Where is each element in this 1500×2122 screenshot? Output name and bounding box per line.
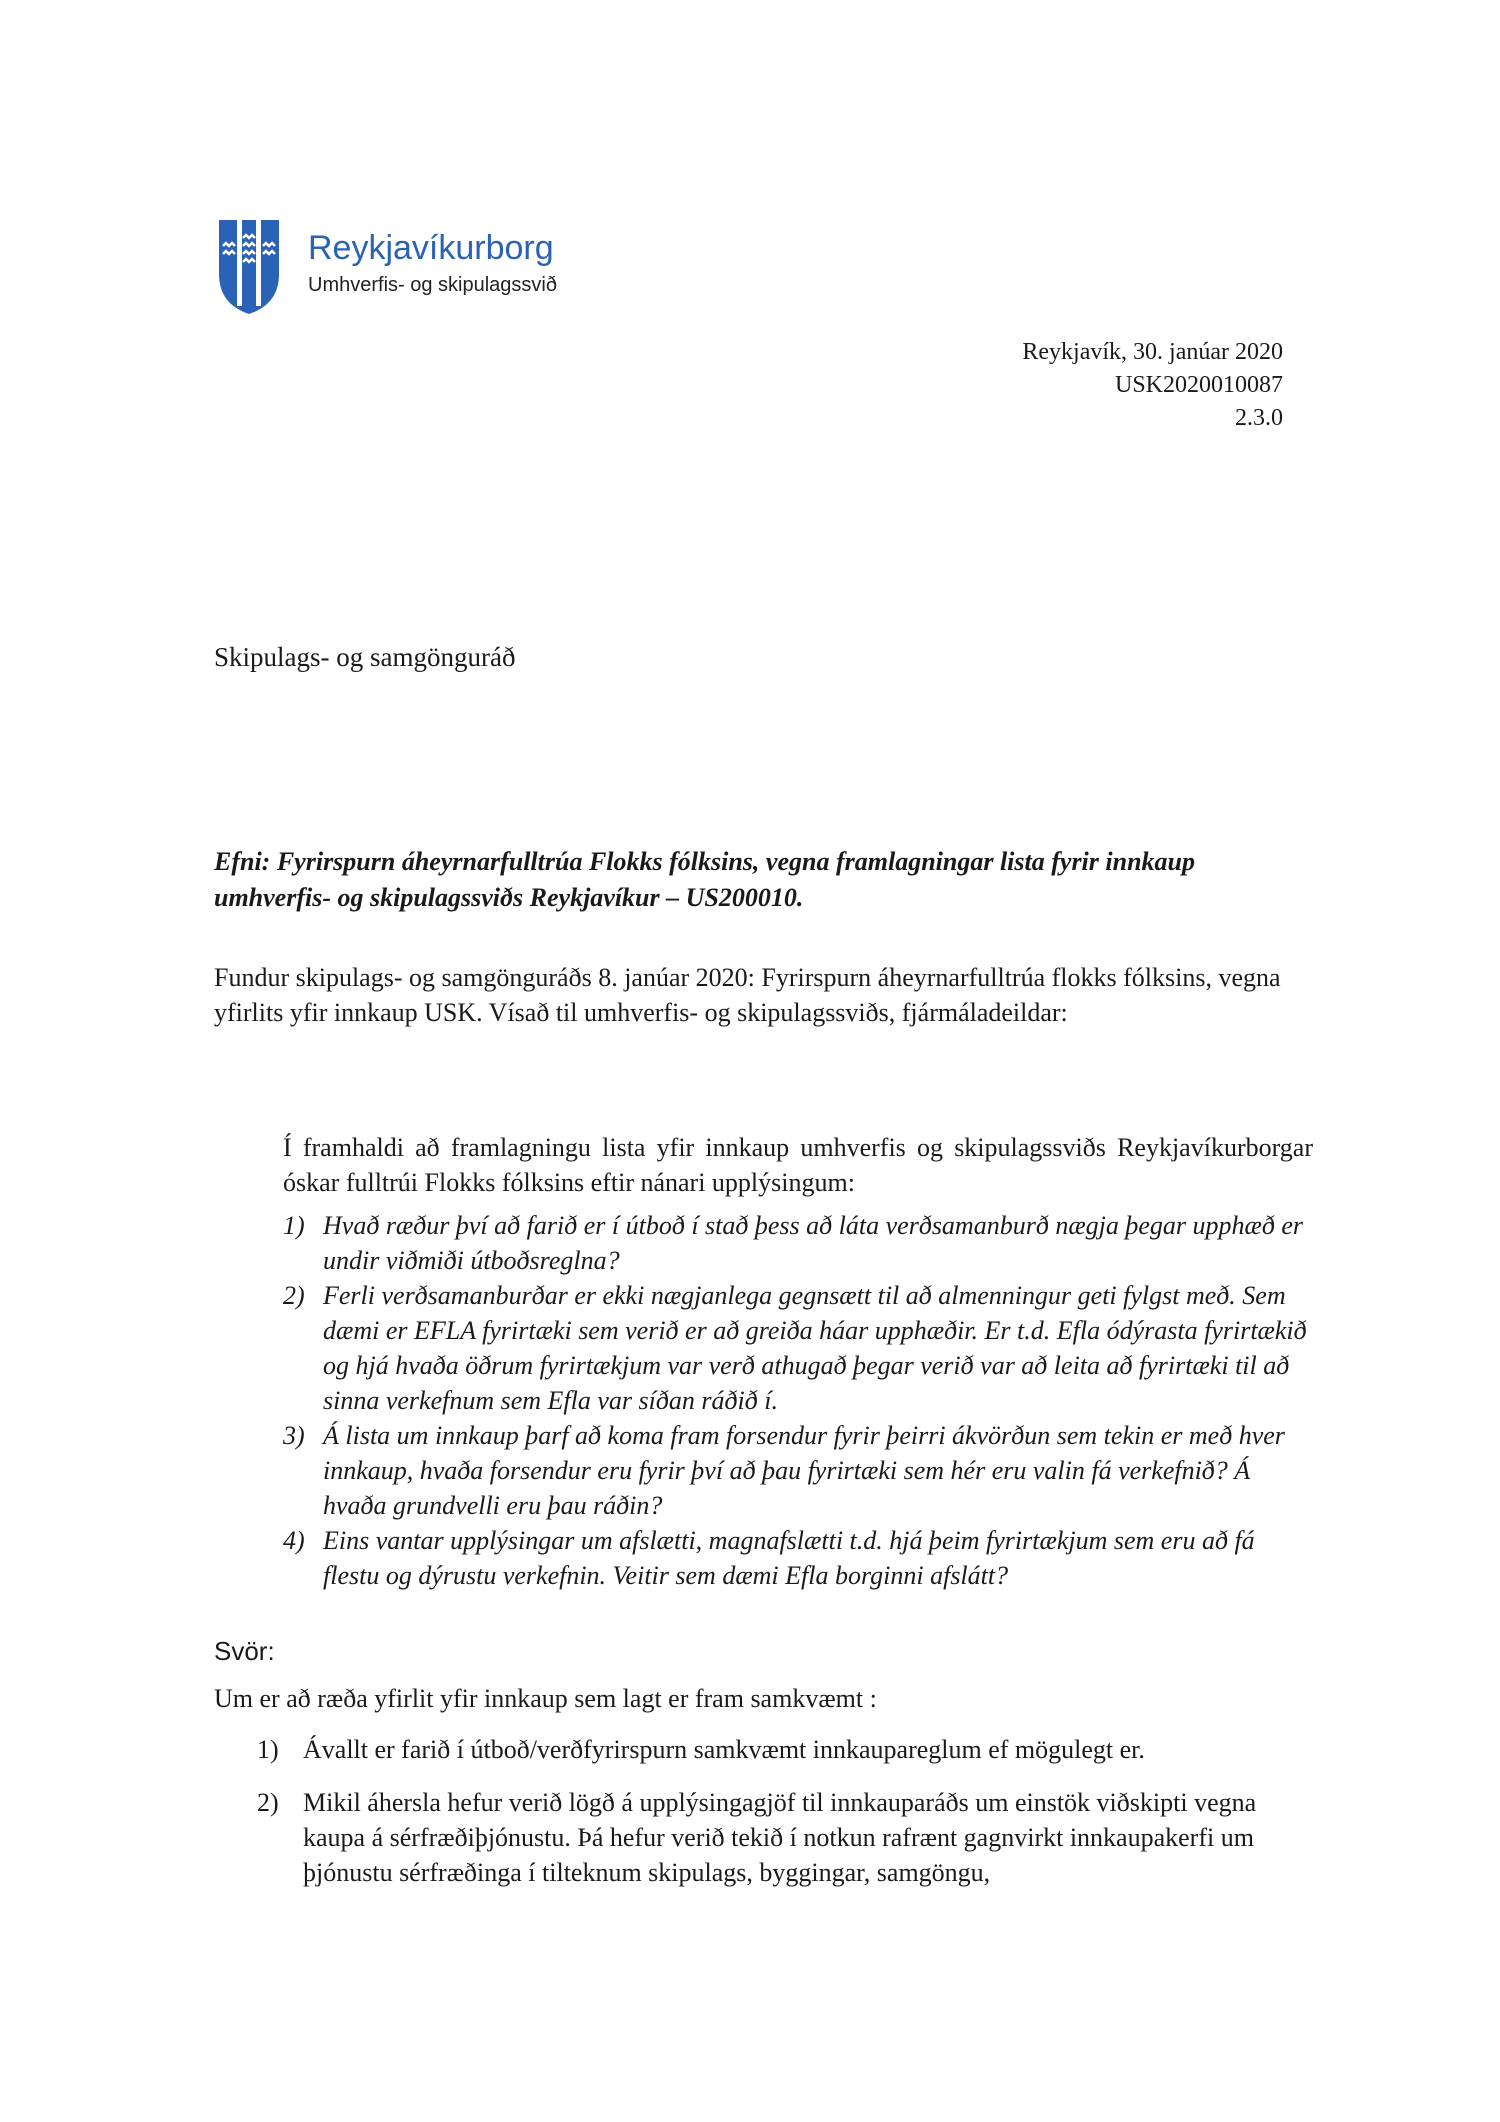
list-item (283, 1523, 1313, 1593)
intro-paragraph: Fundur skipulags- og samgönguráðs 8. janúar 2020: Fyrirspurn áheyrnarfulltrúa flokks fólksins, vegna yfirlits yfir innkaup USK. Vísað til umhverfis- og skipulagssviðs, fjármáladeildar: (214, 963, 1281, 1027)
recipient: Skipulags- og samgönguráð (214, 642, 516, 672)
reference-block (1022, 336, 1283, 435)
question-number: 4) (283, 1526, 305, 1555)
list-item (283, 1418, 1313, 1523)
answers-heading: Svör: (214, 1636, 275, 1666)
case-number: USK2020010087 (1114, 372, 1283, 398)
subject-line: Efni: Fyrirspurn áheyrnarfulltrúa Flokks fólksins, vegna framlagningar lista fyrir innkaup umhverfis- og skipulagssviðs Reykjavíkur – US200010. (214, 847, 1196, 912)
question-text: Ferli verðsamanburðar er ekki nægjanlega gegnsætt til að almenningur geti fylgst með. Sem dæmi er EFLA fyrirtæki sem verið er að greiða háar upphæðir. Er t.d. Efla ódýrasta fyrirtækið og hjá hvaða öðrum fyrirtækjum var verð athugað þegar verið var að leita að fyrirtæki til að sinna verkefnum sem Efla var síðan ráðið í. (323, 1281, 1307, 1415)
list-item (257, 1732, 1317, 1767)
question-number: 3) (283, 1421, 305, 1450)
quote-intro: Í framhaldi að framlagningu lista yfir innkaup umhverfis og skipulagssviðs Reykjavíkurborgar óskar fulltrúi Flokks fólksins eftir nánari upplýsingum: (283, 1133, 1313, 1197)
question-text: Á lista um innkaup þarf að koma fram forsendur fyrir þeirri ákvörðun sem tekin er með hver innkaup, hvaða forsendur eru fyrir því að þau fyrirtæki sem hér eru valin fá verkefnið? Á hvaða grundvelli eru þau ráðin? (323, 1421, 1285, 1520)
answer-number: 2) (257, 1788, 279, 1817)
question-number: 1) (283, 1211, 305, 1240)
question-number: 2) (283, 1281, 305, 1310)
answer-text: Mikil áhersla hefur verið lögð á upplýsingagjöf til innkauparáðs um einstök viðskipti vegna kaupa á sérfræðiþjónustu. Þá hefur verið tekið í notkun rafrænt gagnvirkt innkaupakerfi um þjónustu sérfræðinga í tilteknum skipulags, byggingar, samgöngu, (303, 1788, 1257, 1887)
list-item (283, 1278, 1313, 1418)
department-name: Umhverfis- og skipulagssvið (308, 274, 557, 296)
question-text: Hvað ræður því að farið er í útboð í stað þess að láta verðsamanburð nægja þegar upphæð er undir viðmiði útboðsreglna? (323, 1211, 1304, 1275)
reykjavik-coat-of-arms-icon (217, 216, 281, 316)
question-text: Eins vantar upplýsingar um afslætti, magnafslætti t.d. hjá þeim fyrirtækjum sem eru að fá flestu og dýrustu verkefnin. Veitir sem dæmi Efla borginni afslátt? (323, 1526, 1255, 1590)
answers-intro: Um er að ræða yfirlit yfir innkaup sem lagt er fram samkvæmt : (214, 1684, 877, 1713)
quoted-inquiry (283, 1130, 1313, 1593)
answer-text: Ávallt er farið í útboð/verðfyrirspurn samkvæmt innkaupareglum ef mögulegt er. (303, 1735, 1145, 1764)
answer-number: 1) (257, 1735, 279, 1764)
place-date: Reykjavík, 30. janúar 2020 (1022, 339, 1283, 365)
question-list (283, 1208, 1313, 1593)
answer-list (257, 1732, 1317, 1908)
list-item (257, 1785, 1317, 1890)
file-code: 2.3.0 (1235, 405, 1283, 431)
letterhead (308, 228, 557, 297)
list-item (283, 1208, 1313, 1278)
organization-name: Reykjavíkurborg (308, 229, 554, 267)
